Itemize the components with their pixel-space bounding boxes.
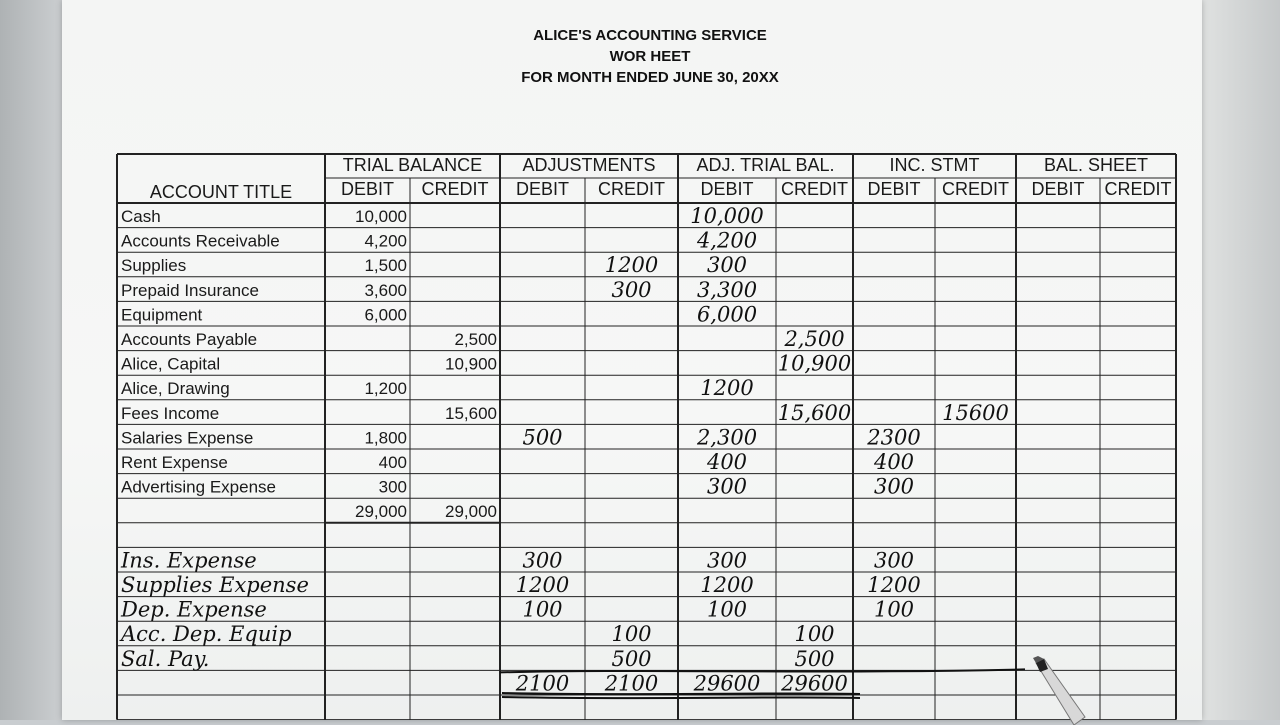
column-group-header: BAL. SHEET (1043, 155, 1149, 175)
adjusted-debit-value: 4,200 (696, 228, 758, 253)
trial-credit-value: 10,900 (445, 354, 497, 374)
credit-header: CREDIT (598, 179, 665, 199)
pen-total-line (500, 669, 1025, 672)
adjustment-debit-value: 500 (522, 425, 563, 450)
adjustment-credit-value: 100 (611, 622, 652, 647)
debit-header: DEBIT (340, 179, 395, 199)
adjusted-debit-value: 3,300 (696, 277, 758, 302)
column-group-header: ADJUSTMENTS (522, 155, 656, 175)
adjusted-credit-total: 29600 (781, 671, 848, 696)
column-group-header: ADJ. TRIAL BAL. (696, 155, 835, 175)
adjustment-credit-value: 300 (611, 277, 652, 302)
trial-debit-value: 1,200 (364, 379, 407, 399)
income-debit-value: 300 (873, 548, 915, 573)
trial-debit-value: 1,500 (364, 256, 407, 276)
adjusted-debit-value: 6,000 (696, 302, 758, 327)
trial-credit-total: 29,000 (445, 502, 497, 522)
account-name: Prepaid Insurance (121, 280, 259, 300)
income-debit-value: 1200 (867, 573, 921, 597)
account-name: Equipment (121, 305, 203, 325)
handwritten-account: Sal. Pay. (121, 646, 210, 671)
trial-debit-total: 29,000 (355, 502, 407, 522)
adjusted-credit-value: 15,600 (777, 400, 852, 425)
adjustment-credit-total: 2100 (604, 671, 659, 696)
adjusted-credit-value: 10,900 (777, 351, 852, 376)
adjusted-debit-value: 400 (706, 450, 748, 474)
trial-debit-value: 4,200 (364, 231, 407, 251)
account-name: Rent Expense (121, 453, 228, 472)
account-name: Cash (121, 207, 161, 226)
adjusted-debit-value: 10,000 (690, 204, 764, 228)
trial-debit-value: 300 (378, 477, 407, 497)
income-debit-value: 2300 (867, 425, 921, 450)
adjusted-debit-value: 300 (706, 474, 748, 499)
trial-debit-value: 10,000 (355, 207, 407, 226)
pen-double-underline (502, 697, 860, 698)
income-debit-value: 100 (873, 597, 915, 622)
debit-header: DEBIT (700, 179, 754, 199)
pen-double-underline (502, 693, 860, 694)
debit-header: DEBIT (1031, 179, 1085, 199)
handwritten-account: Ins. Expense (121, 548, 257, 573)
debit-header: DEBIT (515, 179, 570, 199)
credit-header: CREDIT (942, 179, 1009, 199)
trial-debit-value: 400 (378, 453, 407, 472)
company-name: ALICE'S ACCOUNTING SERVICE (533, 27, 767, 44)
adjustment-credit-value: 500 (611, 646, 652, 671)
trial-credit-value: 2,500 (454, 330, 497, 349)
adjustment-credit-value: 1200 (604, 253, 659, 278)
adjusted-credit-value: 500 (794, 646, 835, 671)
income-credit-value: 15600 (942, 400, 1009, 425)
adjusted-credit-value: 100 (794, 622, 835, 647)
account-name: Accounts Payable (121, 330, 258, 349)
handwritten-account: Acc. Dep. Equip (121, 622, 292, 647)
adjusted-debit-value: 1200 (700, 376, 754, 401)
handwritten-account: Supplies Expense (121, 573, 309, 597)
adjustment-debit-value: 100 (522, 597, 563, 622)
credit-header: CREDIT (1104, 179, 1172, 199)
handwritten-account: Dep. Expense (121, 597, 267, 622)
trial-credit-value: 15,600 (445, 403, 497, 423)
account-title-header: ACCOUNT TITLE (149, 182, 293, 202)
account-name: Supplies (121, 256, 187, 276)
adjusted-debit-value: 300 (706, 548, 748, 573)
debit-header: DEBIT (867, 179, 921, 199)
income-debit-value: 300 (873, 474, 915, 499)
adjusted-debit-value: 100 (706, 597, 748, 622)
account-name: Alice, Drawing (121, 379, 230, 399)
adjusted-debit-value: 300 (706, 253, 748, 278)
trial-debit-value: 1,800 (364, 428, 407, 448)
adjusted-credit-value: 2,500 (784, 327, 845, 351)
account-name: Alice, Capital (121, 354, 221, 374)
adjusted-debit-value: 1200 (700, 573, 754, 597)
column-group-header: INC. STMT (889, 155, 980, 175)
trial-debit-value: 6,000 (364, 305, 407, 325)
column-group-header: TRIAL BALANCE (342, 155, 483, 175)
adjustment-debit-value: 300 (522, 548, 563, 573)
trial-debit-value: 3,600 (364, 280, 407, 300)
account-name: Advertising Expense (121, 477, 276, 497)
account-name: Fees Income (121, 403, 220, 423)
adjusted-debit-total: 29600 (693, 671, 761, 696)
worksheet-title: WOR HEET (609, 48, 691, 65)
account-name: Accounts Receivable (121, 231, 280, 251)
credit-header: CREDIT (421, 179, 489, 199)
income-debit-value: 400 (873, 450, 915, 474)
worksheet-period: FOR MONTH ENDED JUNE 30, 20XX (521, 69, 779, 86)
pen-icon (1030, 655, 1090, 725)
credit-header: CREDIT (781, 179, 848, 199)
adjustment-debit-value: 1200 (515, 573, 570, 597)
adjustment-debit-total: 2100 (515, 671, 570, 696)
account-name: Salaries Expense (121, 428, 254, 448)
adjusted-debit-value: 2,300 (696, 425, 758, 450)
